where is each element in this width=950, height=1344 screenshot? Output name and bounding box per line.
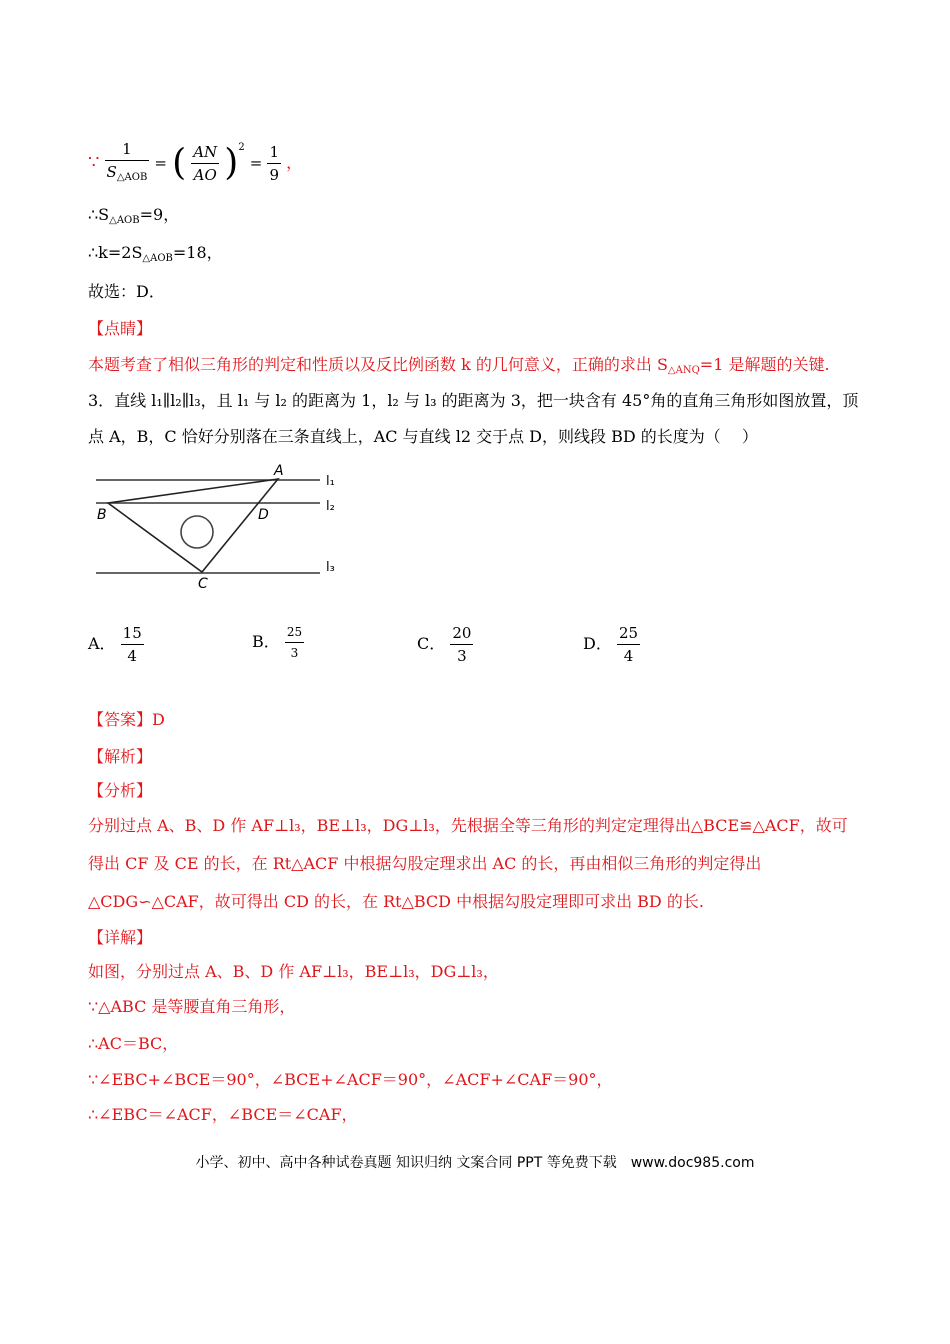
detail-line-5: ∴∠EBC＝∠ACF，∠BCE＝∠CAF， [88, 1105, 358, 1124]
triangle-hole [181, 516, 213, 548]
fraction-mid: $\frac{AN}{AO}$ [193, 143, 218, 184]
label-l3: l₃ [326, 560, 335, 575]
label-B: B [97, 507, 107, 523]
line-choose: 故选：D． [88, 282, 165, 301]
heading-jiexi: 【解析】 [88, 747, 153, 766]
question-3-line-1: 3．直线 l₁∥l₂∥l₃，且 l₁ 与 l₂ 的距离为 1，l₂ 与 l₃ 的距离为 3，把一块含有 45°角的直角三角形如图放置，顶 [88, 391, 859, 410]
question-3-line-2: 点 A，B，C 恰好分别落在三条直线上，AC 与直线 l2 交于点 D，则线段 BD 的长度为（ ） [88, 427, 758, 446]
label-l1: l₁ [326, 474, 335, 489]
line-s-aob: $\therefore S_{\triangle AOB}=9$， [88, 205, 180, 226]
label-C: C [198, 576, 208, 592]
equation-line-1: ∵ $\frac{1}{S_{\triangle AOB}}$ = ( $\frac{AN}{AO}$ )$^2$ = $\frac{1}{9}$ ， [88, 120, 302, 176]
option-c[interactable]: C． $\frac{20}{3}$ [417, 624, 472, 665]
geometry-figure [88, 458, 358, 593]
label-A: A [274, 463, 284, 479]
heading-dianjing: 【点睛】 [88, 319, 153, 338]
line-k-value: $\therefore k=2S_{\triangle AOB}=18$， [88, 243, 223, 264]
analysis-line-1: 分别过点 A、B、D 作 AF⊥l₃，BE⊥l₃，DG⊥l₃，先根据全等三角形的判定定理得出△BCE≌△ACF，故可 [88, 816, 848, 835]
analysis-line-2: 得出 CF 及 CE 的长，在 Rt△ACF 中根据勾股定理求出 AC 的长，再由相似三角形的判定得出 [88, 854, 762, 873]
because-symbol: ∵ [88, 152, 100, 173]
label-l2: l₂ [326, 499, 335, 514]
detail-line-4: ∵∠EBC+∠BCE＝90°，∠BCE+∠ACF＝90°，∠ACF+∠CAF＝90°， [88, 1070, 613, 1089]
heading-xiangjie: 【详解】 [88, 928, 153, 947]
option-d[interactable]: D． $\frac{25}{4}$ [583, 624, 639, 665]
answer-line: 【答案】D [88, 710, 165, 729]
option-a[interactable]: A． $\frac{15}{4}$ [88, 624, 142, 665]
detail-line-1: 如图，分别过点 A、B、D 作 AF⊥l₃，BE⊥l₃，DG⊥l₃， [88, 962, 499, 981]
label-D: D [258, 507, 269, 523]
triangle-abc [108, 479, 278, 572]
detail-line-2: ∵△ABC 是等腰直角三角形， [88, 997, 296, 1016]
detail-line-3: ∴AC＝BC， [88, 1034, 179, 1053]
fraction-rhs: $\frac{1}{9}$ [269, 143, 279, 184]
comment-line: 本题考查了相似三角形的判定和性质以及反比例函数 k 的几何意义，正确的求出 $S_{\triangle ANQ}=1$ 是解题的关键. [88, 355, 830, 376]
heading-fenxi: 【分析】 [88, 781, 153, 800]
analysis-line-3: △CDG∽△CAF，故可得出 CD 的长，在 Rt△BCD 中根据勾股定理即可求出 BD 的长. [88, 892, 704, 911]
page-footer: 小学、初中、高中各种试卷真题 知识归纳 文案合同 PPT 等免费下载 www.doc985.com [195, 1155, 755, 1171]
fraction-lhs: $\frac{1}{S_{\triangle AOB}}$ [105, 138, 150, 189]
option-b[interactable]: B． $\frac{25}{3}$ [252, 622, 304, 663]
